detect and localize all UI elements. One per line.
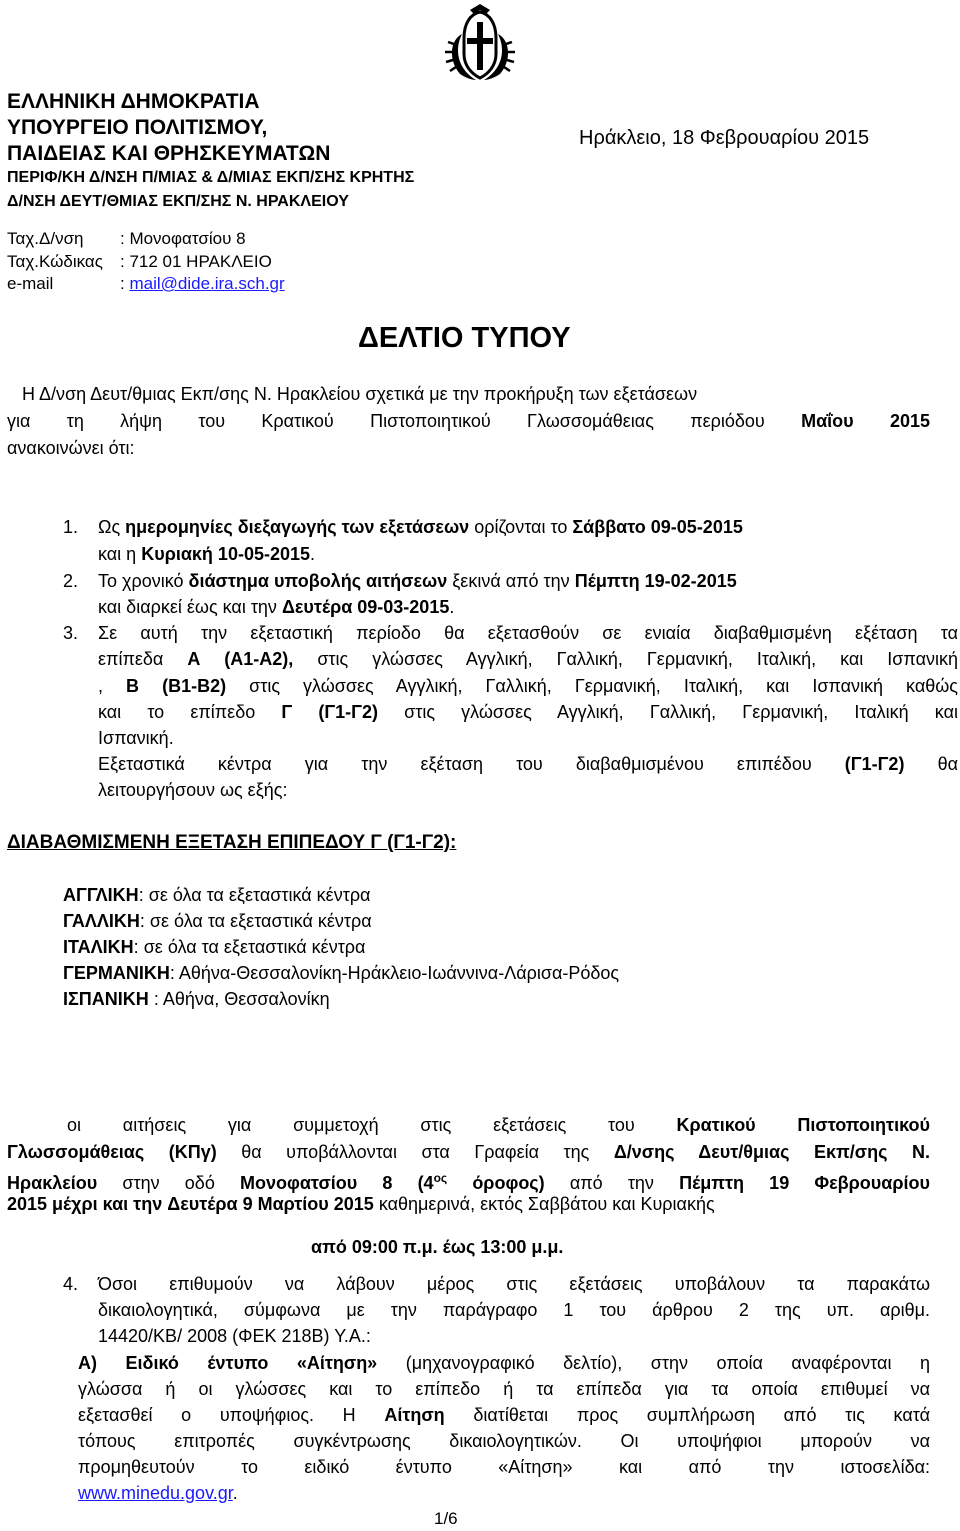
org-line-1: ΕΛΛΗΝΙΚΗ ΔΗΜΟΚΡΑΤΙΑ [7, 90, 260, 113]
item-3-line-4: και το επίπεδο Γ (Γ1-Γ2) στις γλώσσες Αγγλική, Γαλλική, Γερμανική, Ιταλική και [98, 702, 958, 722]
item-3-line-6: Εξεταστικά κέντρα για την εξέταση του διαβαθμισμένου επιπέδου (Γ1-Γ2) θα [98, 754, 958, 774]
item-a-line-6: www.minedu.gov.gr. [78, 1483, 238, 1503]
item-a-line-4: τόπους επιτροπές συγκέντρωσης δικαιολογητικών. Οι υποψήφιοι μπορούν να [78, 1431, 930, 1451]
item-4-line-1: Όσοι επιθυμούν να λάβουν μέρος στις εξετάσεις υποβάλουν τα παρακάτω [98, 1274, 930, 1294]
item-3-line-2: επίπεδα Α (Α1-Α2), στις γλώσσες Αγγλική, Γαλλική, Γερμανική, Ιταλική, και Ισπανική [98, 649, 958, 669]
org-line-4: ΠΕΡΙΦ/ΚΗ Δ/ΝΣΗ Π/ΜΙΑΣ & Δ/ΜΙΑΣ ΕΚΠ/ΣΗΣ ΚΡΗΤΗΣ [7, 169, 415, 186]
item-a-line-3: εξετασθεί ο υποψήφιος. Η Αίτηση διατίθεται προς συμπλήρωση από τις κατά [78, 1405, 930, 1425]
page-number: 1/6 [434, 1509, 458, 1528]
item-3-line-1: Σε αυτή την εξεταστική περίοδο θα εξετασθούν σε ενιαία διαβαθμισμένη εξέταση τα [98, 623, 958, 643]
item-2-line-1: Το χρονικό διάστημα υποβολής αιτήσεων ξεκινά από την Πέμπτη 19-02-2015 [98, 571, 737, 591]
apps-line-3: Ηρακλείου στην οδό Μονοφατσίου 8 ($4^{o\varsigma}$ όροφος) από την Πέμπτη 19 Φεβρουαρίου [7, 1171, 930, 1193]
contact-postcode-label: Ταχ.Κώδικας [7, 252, 103, 271]
contact-postcode-value: : 712 01 ΗΡΑΚΛΕΙΟ [120, 252, 272, 271]
center-row-english: ΑΓΓΛΙΚΗ: σε όλα τα εξεταστικά κέντρα [63, 885, 371, 905]
contact-address-value: : Μονοφατσίου 8 [120, 229, 246, 248]
item-4-line-2: δικαιολογητικά, σύμφωνα με την παράγραφο 1 του άρθρου 2 της υπ. αριθμ. [98, 1300, 930, 1320]
item-3-number: 3. [63, 623, 79, 643]
item-a-line-2: γλώσσα ή οι γλώσσες και το επίπεδο ή τα επίπεδα για τα οποία επιθυμεί να [78, 1379, 930, 1399]
minedu-link[interactable]: www.minedu.gov.gr [78, 1483, 233, 1503]
org-line-2: ΥΠΟΥΡΓΕΙΟ ΠΟΛΙΤΙΣΜΟΥ, [7, 116, 268, 139]
item-1-number: 1. [63, 517, 79, 537]
page-title: ΔΕΛΤΙΟ ΤΥΠΟΥ [358, 322, 571, 354]
intro-line-3: ανακοινώνει ότι: [7, 438, 135, 458]
item-a-line-5: προμηθευτούν το ειδικό έντυπο «Αίτηση» και από την ιστοσελίδα: [78, 1457, 930, 1477]
center-row-french: ΓΑΛΛΙΚΗ: σε όλα τα εξεταστικά κέντρα [63, 911, 372, 931]
item-3-line-7: λειτουργήσουν ως εξής: [98, 780, 288, 800]
apps-hours: από 09:00 π.μ. έως 13:00 μ.μ. [311, 1237, 564, 1257]
item-a-line-1: Α) Ειδικό έντυπο «Αίτηση» (μηχανογραφικό δελτίο), στην οποία αναφέρονται η [78, 1353, 930, 1373]
apps-line-1: οι αιτήσεις για συμμετοχή στις εξετάσεις του Κρατικού Πιστοποιητικού [67, 1115, 930, 1135]
center-row-italian: ΙΤΑΛΙΚΗ: σε όλα τα εξεταστικά κέντρα [63, 937, 366, 957]
intro-line-1: Η Δ/νση Δευτ/θμιας Εκπ/σης Ν. Ηρακλείου σχετικά με την προκήρυξη των εξετάσεων [22, 384, 698, 404]
apps-line-2: Γλωσσομάθειας (ΚΠγ) θα υποβάλλονται στα Γραφεία της Δ/νσης Δευτ/θμιας Εκπ/σης Ν. [7, 1142, 930, 1162]
email-link[interactable]: mail@dide.ira.sch.gr [129, 274, 285, 293]
contact-address-label: Ταχ.Δ/νση [7, 229, 84, 248]
item-4-number: 4. [63, 1274, 79, 1294]
contact-email-label: e-mail [7, 274, 54, 293]
center-row-german: ΓΕΡΜΑΝΙΚΗ: Αθήνα-Θεσσαλονίκη-Ηράκλειο-Ιωάννινα-Λάρισα-Ρόδος [63, 963, 620, 983]
org-line-5: Δ/ΝΣΗ ΔΕΥΤ/ΘΜΙΑΣ ΕΚΠ/ΣΗΣ Ν. ΗΡΑΚΛΕΙΟΥ [7, 193, 349, 210]
contact-email-row: : mail@dide.ira.sch.gr [120, 274, 285, 293]
center-row-spanish: ΙΣΠΑΝΙΚΗ : Αθήνα, Θεσσαλονίκη [63, 989, 330, 1009]
apps-line-4: 2015 μέχρι και την Δευτέρα 9 Μαρτίου 2015 καθημερινά, εκτός Σαββάτου και Κυριακής [7, 1194, 715, 1214]
item-3-line-5: Ισπανική. [98, 728, 174, 748]
item-2-number: 2. [63, 571, 79, 591]
intro-line-2: για τη λήψη του Κρατικού Πιστοποιητικού Γλωσσομάθειας περιόδου Μαΐου 2015 [7, 411, 930, 431]
section-heading: ΔΙΑΒΑΘΜΙΣΜΕΝΗ ΕΞΕΤΑΣΗ ΕΠΙΠΕΔΟΥ Γ (Γ1-Γ2): [7, 832, 457, 853]
item-4-line-3: 14420/ΚΒ/ 2008 (ΦΕΚ 218Β) Υ.Α.: [98, 1326, 371, 1346]
emblem-icon [436, 4, 524, 82]
item-1-line-1: Ως ημερομηνίες διεξαγωγής των εξετάσεων ορίζονται το Σάββατο 09-05-2015 [98, 517, 743, 537]
item-2-line-2: και διαρκεί έως και την Δευτέρα 09-03-2015. [98, 597, 455, 617]
place-date: Ηράκλειο, 18 Φεβρουαρίου 2015 [579, 127, 870, 149]
org-line-3: ΠΑΙΔΕΙΑΣ ΚΑΙ ΘΡΗΣΚΕΥΜΑΤΩΝ [7, 142, 331, 165]
item-1-line-2: και η Κυριακή 10-05-2015. [98, 544, 316, 564]
item-3-line-3: , Β (Β1-Β2) στις γλώσσες Αγγλική, Γαλλική, Γερμανική, Ιταλική, και Ισπανική καθώς [98, 676, 958, 696]
